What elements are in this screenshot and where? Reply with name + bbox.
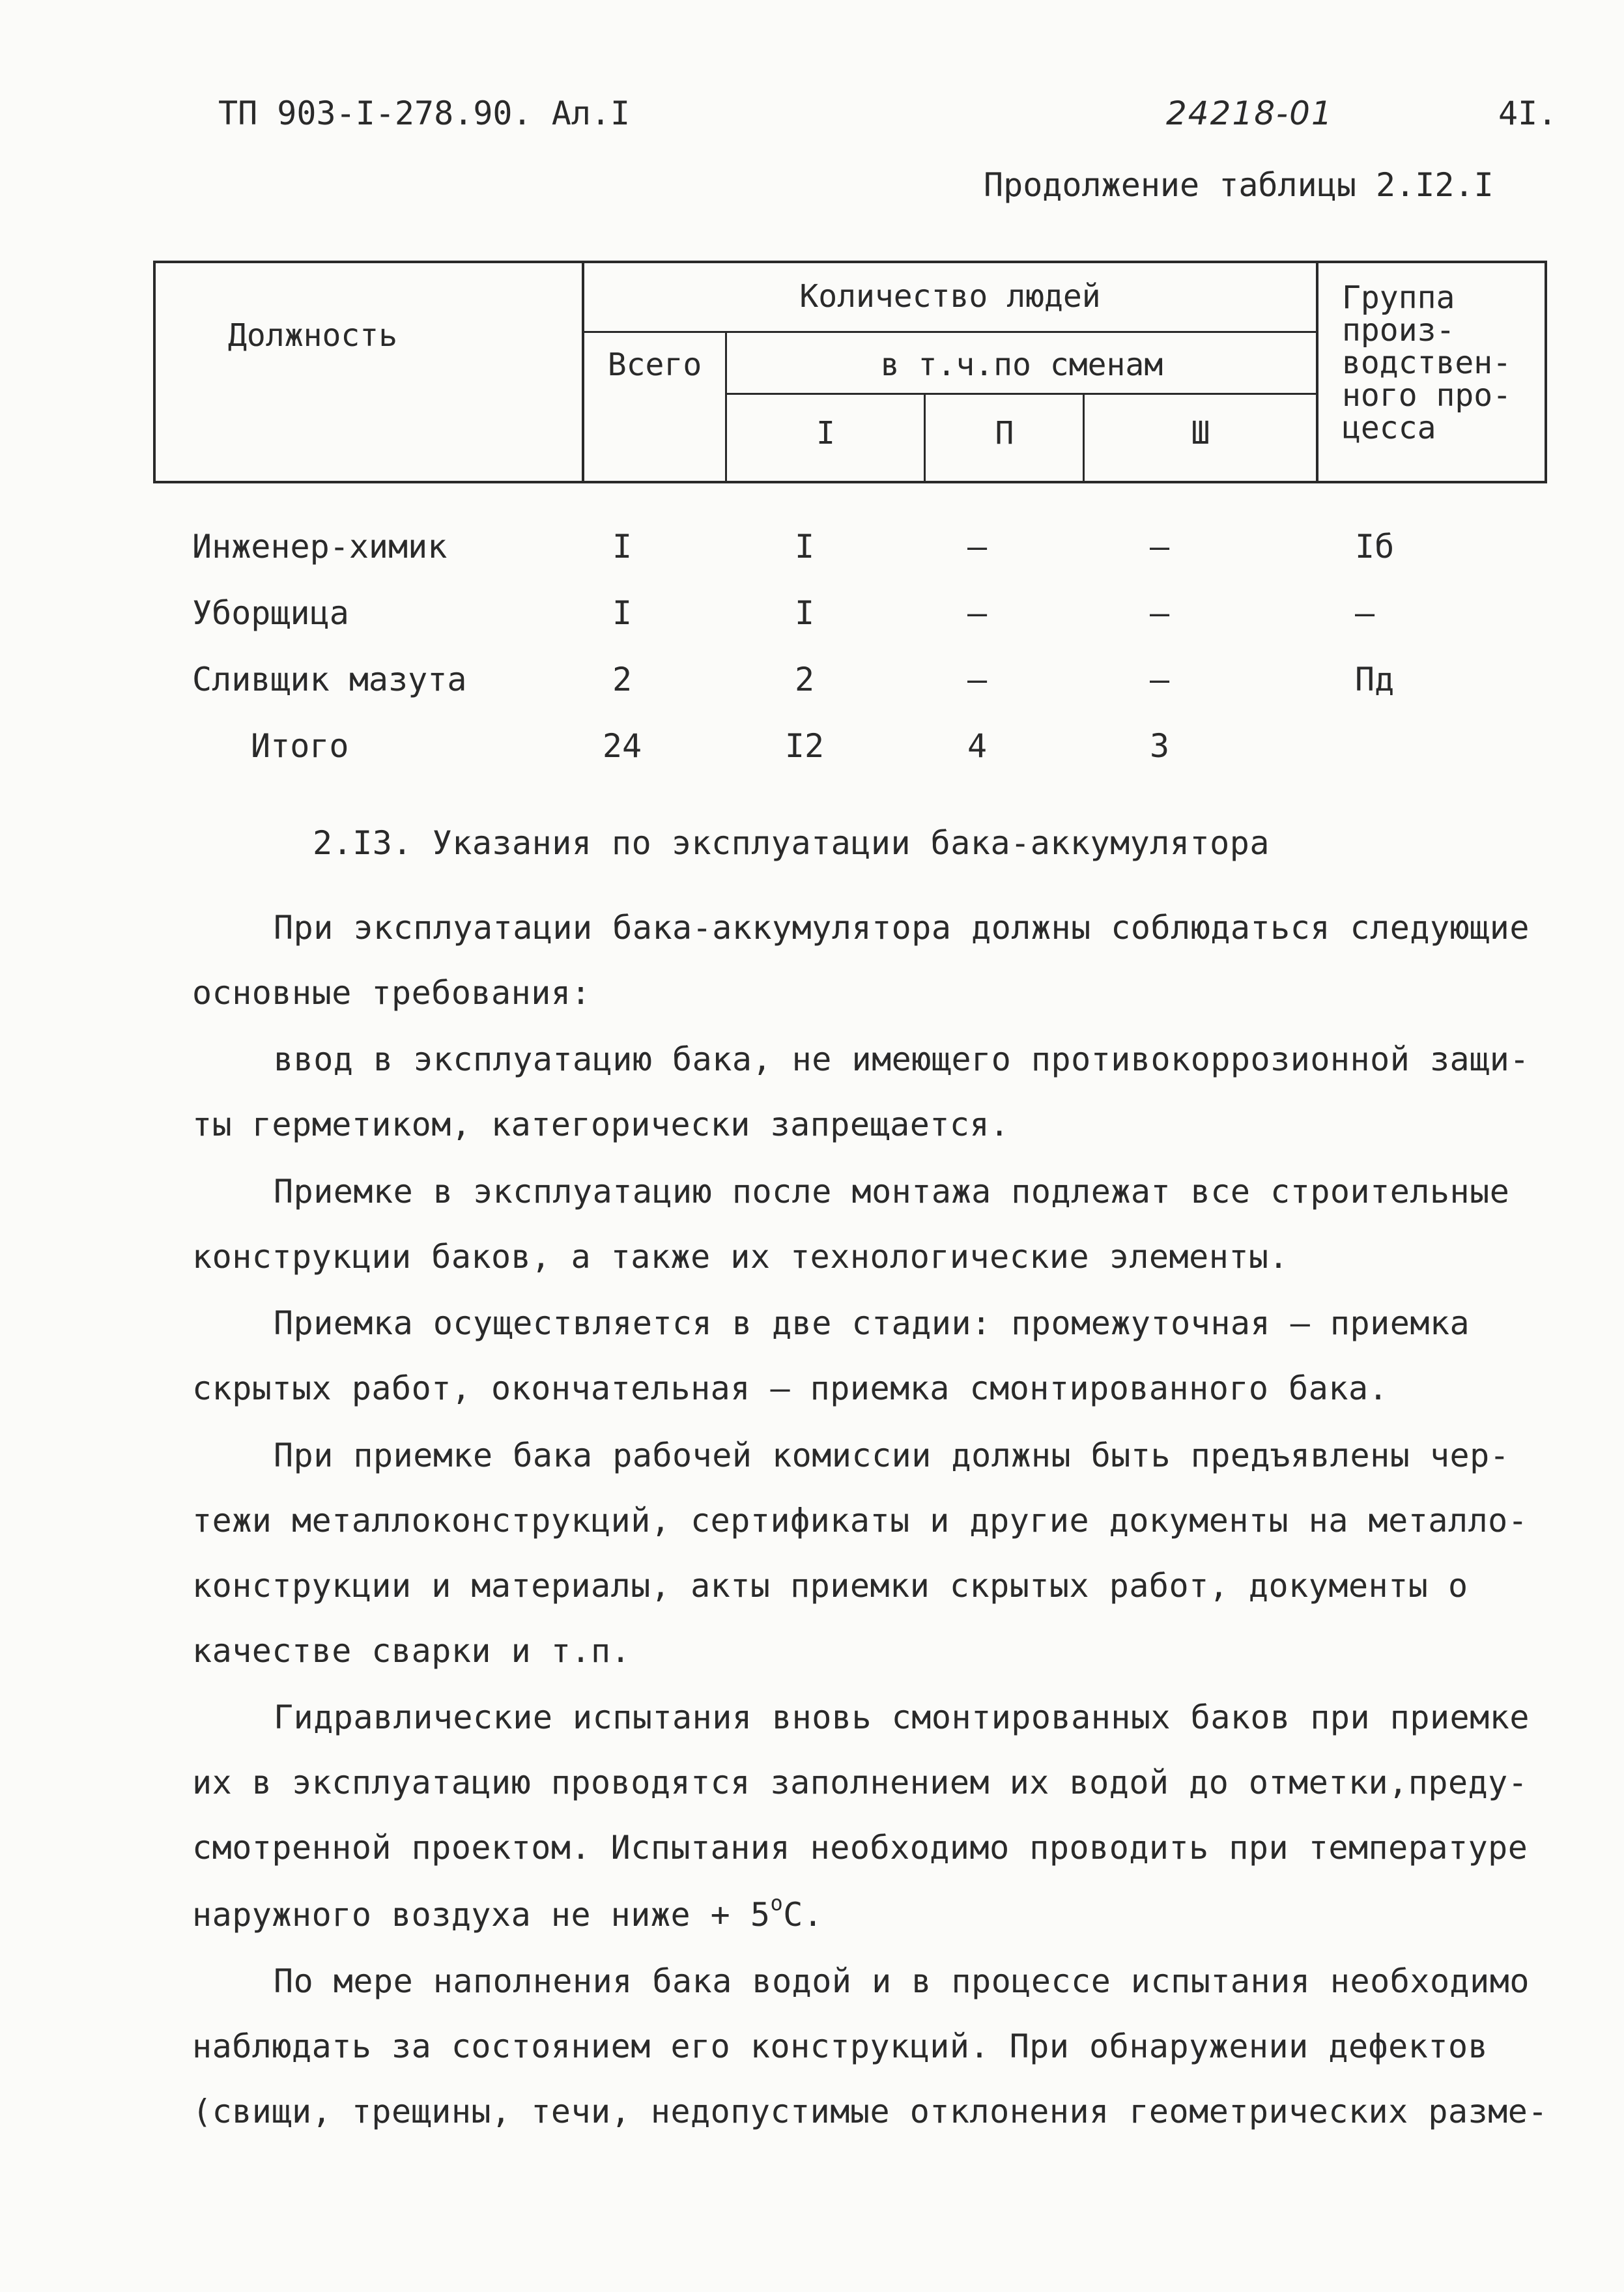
row-total: I — [612, 528, 633, 566]
body-line: скрытых работ, окончательная – приемка смонтированного бака. — [192, 1369, 1389, 1407]
body-line: конструкции баков, а также их технологические элементы. — [192, 1238, 1289, 1276]
col-header-people-count: Количество людей — [799, 278, 1101, 315]
row-shift-1: I — [794, 528, 815, 566]
row-group: Iб — [1355, 528, 1395, 566]
body-line: При эксплуатации бака-аккумулятора должны соблюдаться следующие — [274, 909, 1530, 947]
row-shift-3: 3 — [1149, 727, 1170, 765]
body-line: ввод в эксплуатацию бака, не имеющего противокоррозионной защи- — [274, 1040, 1530, 1078]
table-caption: Продолжение таблицы 2.I2.I — [984, 166, 1494, 204]
body-line: По мере наполнения бака водой и в процессе испытания необходимо — [274, 1962, 1530, 2000]
body-line: конструкции и материалы, акты приемки скрытых работ, документы о — [192, 1567, 1468, 1605]
row-shift-2: – — [967, 594, 988, 632]
body-line: смотренной проектом. Испытания необходимо проводить при температуре — [192, 1829, 1528, 1867]
col-header-position: Должность — [228, 317, 398, 354]
row-shift-2: 4 — [967, 727, 988, 765]
col-header-shift-3: Ш — [1191, 415, 1210, 451]
body-line: наружного воздуха не ниже + $5^оС$. — [192, 1891, 823, 1934]
col-header-total: Всего — [607, 347, 702, 383]
document-code: ТП 903-I-278.90. Ал.I — [218, 94, 631, 132]
body-line: При приемке бака рабочей комиссии должны быть предъявлены чер- — [274, 1437, 1510, 1474]
body-line: ты герметиком, категорически запрещается. — [192, 1106, 1010, 1143]
row-position: Уборщица — [192, 594, 349, 632]
row-group: – — [1355, 594, 1375, 632]
body-line: Гидравлические испытания вновь смонтированных баков при приемке — [274, 1698, 1530, 1736]
row-shift-1: 2 — [794, 661, 815, 698]
row-total: 24 — [602, 727, 642, 765]
body-line: их в эксплуатацию проводятся заполнением их водой до отметки,преду- — [192, 1764, 1528, 1801]
col-header-by-shift: в т.ч.по сменам — [880, 347, 1163, 383]
body-line: (свищи, трещины, течи, недопустимые отклонения геометрических разме- — [192, 2093, 1548, 2130]
row-group: Пд — [1355, 661, 1395, 698]
archive-number: 24218-01 — [1166, 94, 1333, 132]
row-position: Сливщик мазута — [192, 661, 467, 698]
body-line: основные требования: — [192, 974, 591, 1012]
row-shift-2: – — [967, 528, 988, 566]
section-title: 2.I3. Указания по эксплуатации бака-аккумулятора — [313, 824, 1270, 862]
col-header-group: Группа произ- водствен- ного про- цесса — [1342, 279, 1512, 446]
row-shift-1: I2 — [784, 727, 825, 765]
body-line: качестве сварки и т.п. — [192, 1632, 631, 1670]
col-header-shift-2: П — [995, 415, 1014, 451]
row-position: Итого — [251, 727, 349, 765]
row-shift-3: – — [1149, 528, 1170, 566]
page-number: 4I. — [1498, 94, 1558, 132]
row-position: Инженер-химик — [192, 528, 448, 566]
body-line: Приемка осуществляется в две стадии: промежуточная – приемка — [274, 1304, 1470, 1342]
degree-sign: о — [770, 1891, 784, 1915]
row-total: 2 — [612, 661, 633, 698]
row-total: I — [612, 594, 633, 632]
body-line: тежи металлоконструкций, сертификаты и другие документы на металло- — [192, 1502, 1528, 1540]
body-line: Приемке в эксплуатацию после монтажа подлежат все строительные — [274, 1173, 1510, 1210]
row-shift-3: – — [1149, 594, 1170, 632]
row-shift-1: I — [794, 594, 815, 632]
row-shift-3: – — [1149, 661, 1170, 698]
body-line: наблюдать за состоянием его конструкций. При обнаружении дефектов — [192, 2027, 1489, 2065]
row-shift-2: – — [967, 661, 988, 698]
col-header-shift-1: I — [816, 415, 835, 451]
